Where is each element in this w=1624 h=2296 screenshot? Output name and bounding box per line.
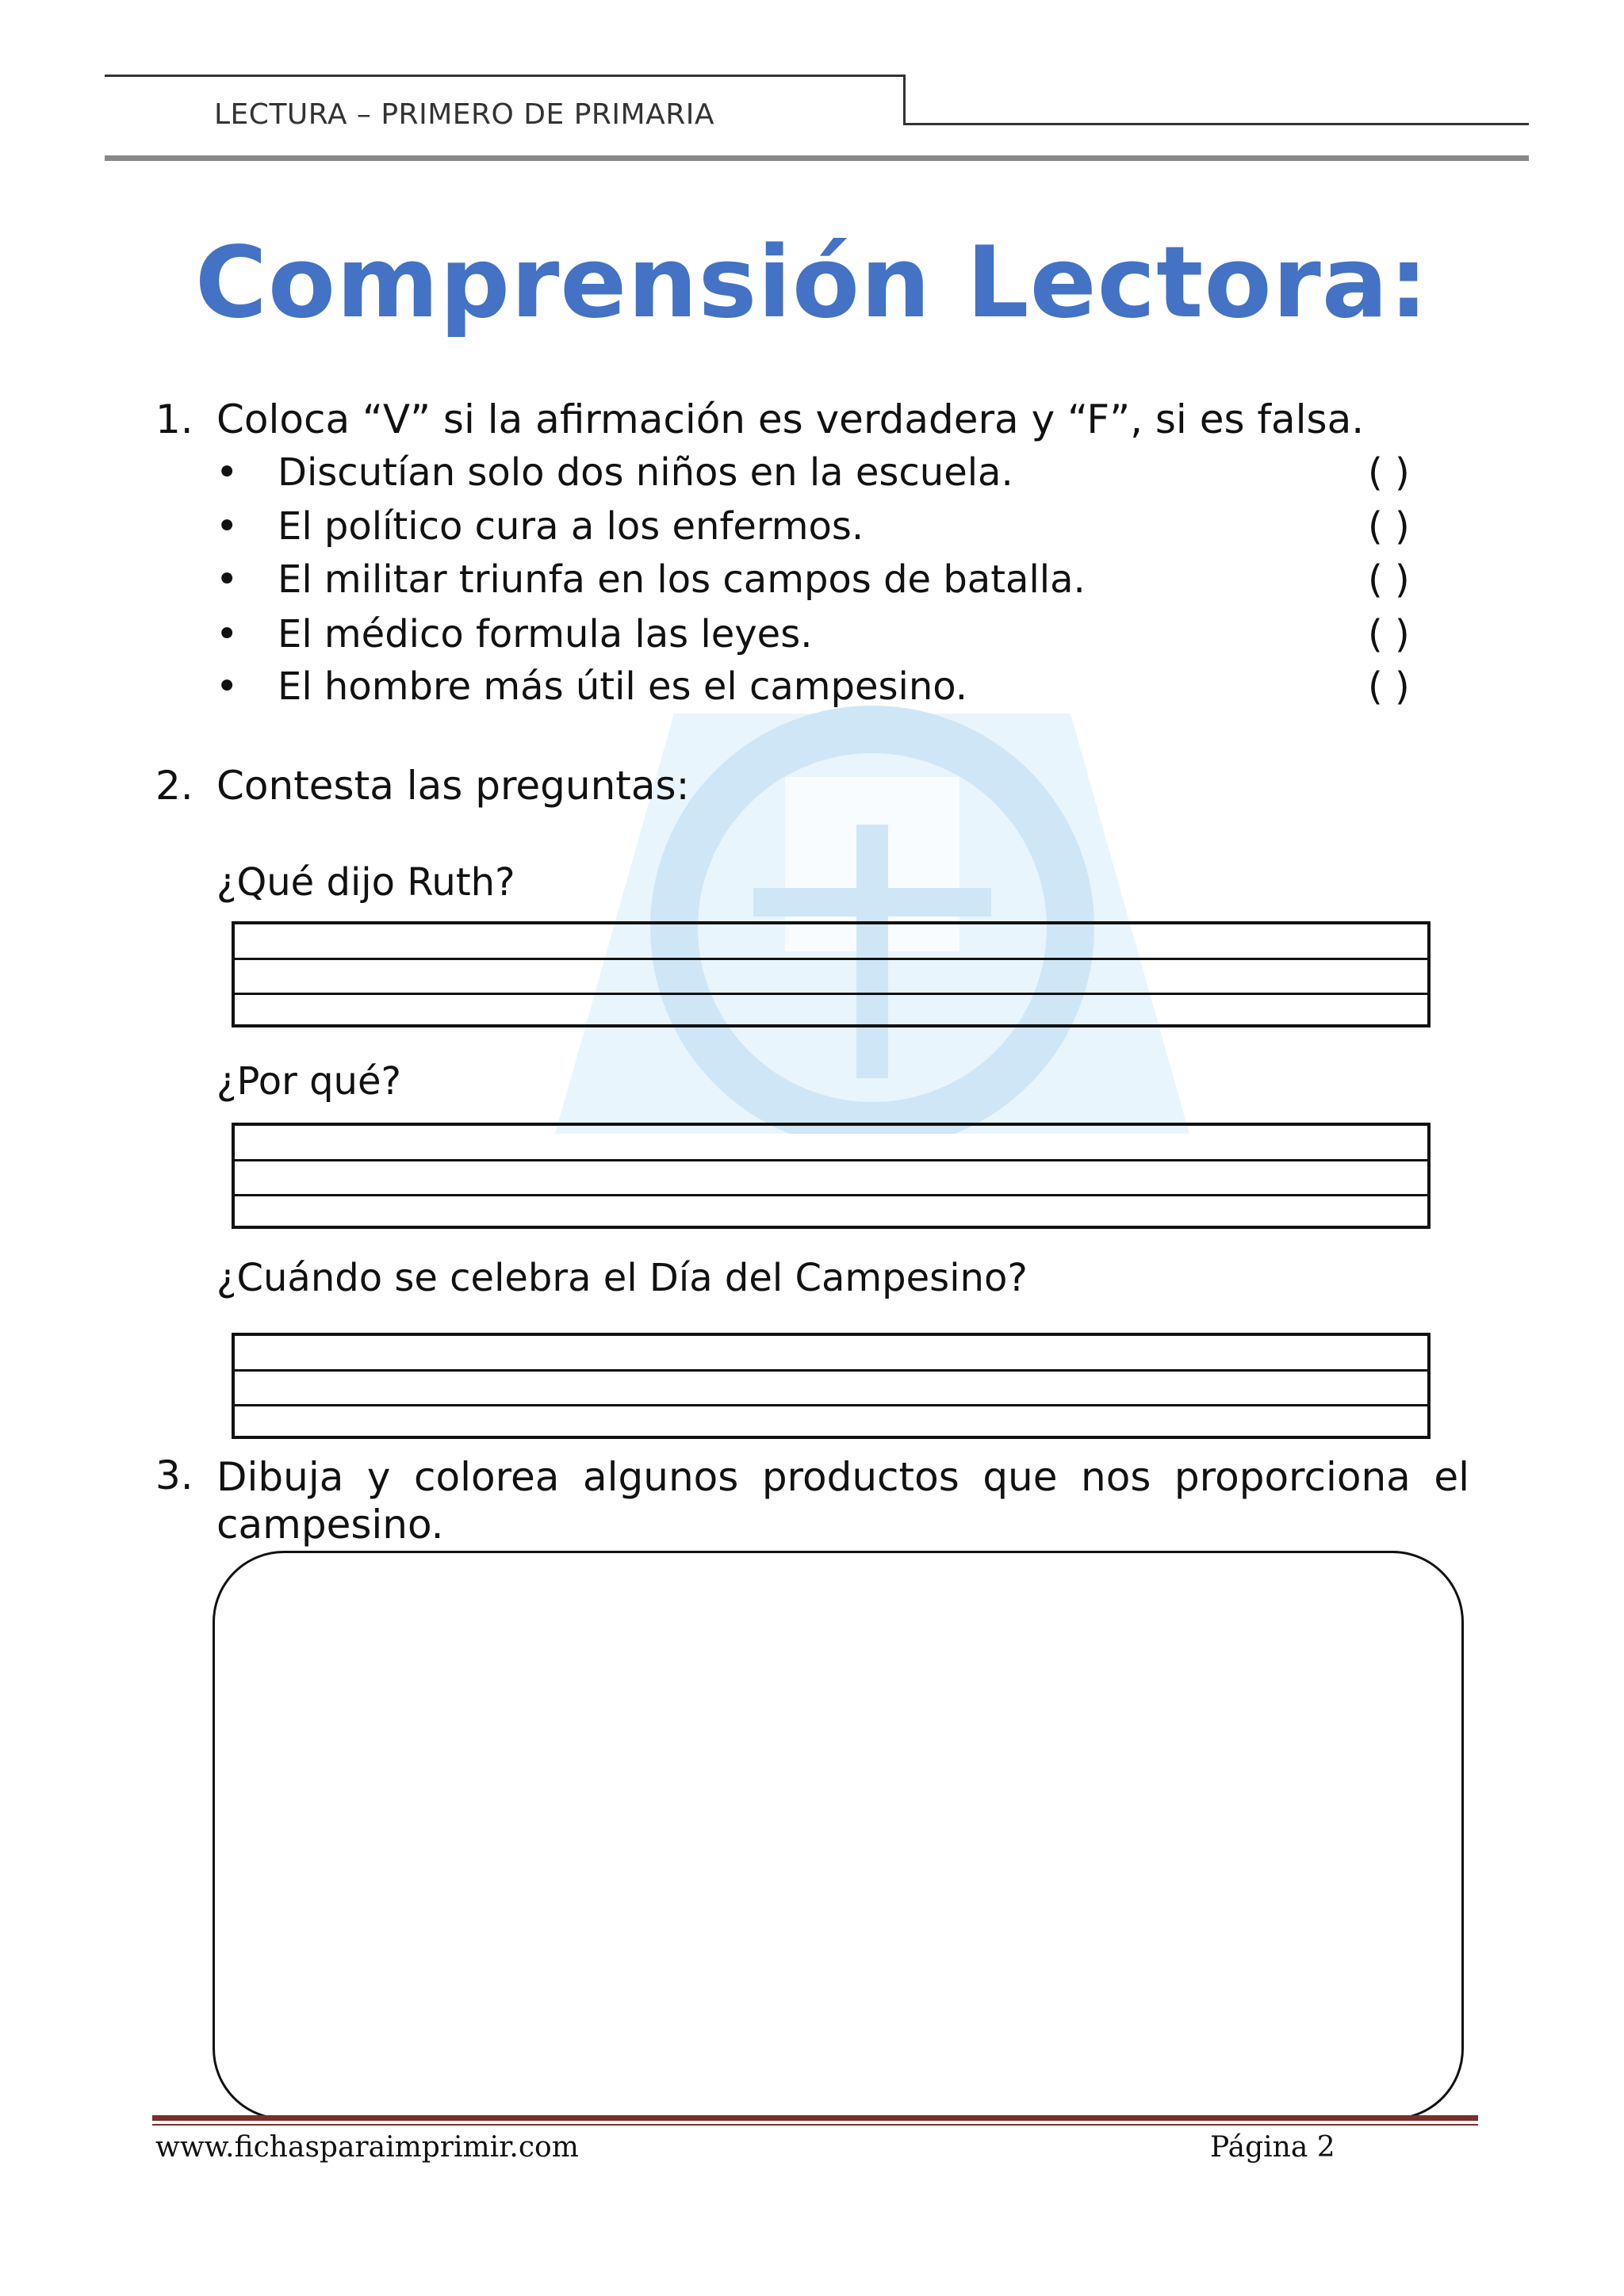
q1-item-text: El militar triunfa en los campos de batalla. [278,557,1086,602]
q1-item [216,612,1461,664]
answer-parentheses[interactable]: ( ) [1368,557,1410,602]
header-rule-bottom [105,155,1529,161]
answer-line [235,1404,1427,1406]
header-text: LECTURA – PRIMERO DE PRIMARIA [214,98,714,131]
page-number: Página 2 [1210,2131,1335,2164]
q1-item-text: El médico formula las leyes. [278,612,813,656]
q1-item [216,504,1461,557]
answer-parentheses[interactable]: ( ) [1368,504,1410,549]
q1-number: 1. [155,396,193,442]
q2-instruction: Contesta las preguntas: [216,763,690,809]
q1-item-text: El político cura a los enfermos. [278,504,864,549]
q1-instruction: Coloca “V” si la afirmación es verdadera y “F”, si es falsa. [216,396,1365,442]
answer-line [235,1194,1427,1196]
answer-parentheses[interactable]: ( ) [1368,664,1410,709]
q2-question: ¿Qué dijo Ruth? [216,860,515,905]
q2-question: ¿Cuándo se celebra el Día del Campesino? [216,1256,1028,1300]
q1-item [216,664,1461,717]
answer-line [235,958,1427,960]
bullet-icon: • [216,612,239,656]
q3-number: 3. [155,1452,193,1498]
answer-line [235,1369,1427,1372]
q3-instruction-line1: Dibuja y colorea algunos productos que nos proporciona el [216,1454,1469,1500]
page-title: Comprensión Lectora: [194,226,1430,340]
footer-website: www.fichasparaimprimir.com [155,2131,579,2164]
q2-number: 2. [155,763,193,809]
q1-item [216,450,1461,503]
answer-parentheses[interactable]: ( ) [1368,612,1410,656]
footer-rule [152,2115,1478,2121]
answer-parentheses[interactable]: ( ) [1368,450,1410,495]
answer-line [235,1159,1427,1161]
q1-item-text: El hombre más útil es el campesino. [278,664,968,709]
bullet-icon: • [216,450,239,495]
drawing-area[interactable] [213,1551,1464,2120]
bullet-icon: • [216,504,239,549]
q2-question: ¿Por qué? [216,1059,401,1104]
q1-item-text: Discutían solo dos niños en la escuela. [278,450,1013,495]
bullet-icon: • [216,664,239,709]
footer-rule-thin [152,2124,1478,2126]
header-rule-right [906,123,1529,125]
answer-lines[interactable] [232,921,1431,1027]
bullet-icon: • [216,557,239,602]
answer-line [235,993,1427,995]
q3-instruction-line2: campesino. [216,1502,444,1548]
watermark-logo [555,690,1189,1134]
q1-item [216,557,1461,610]
answer-lines[interactable] [232,1123,1431,1229]
answer-lines[interactable] [232,1333,1431,1439]
